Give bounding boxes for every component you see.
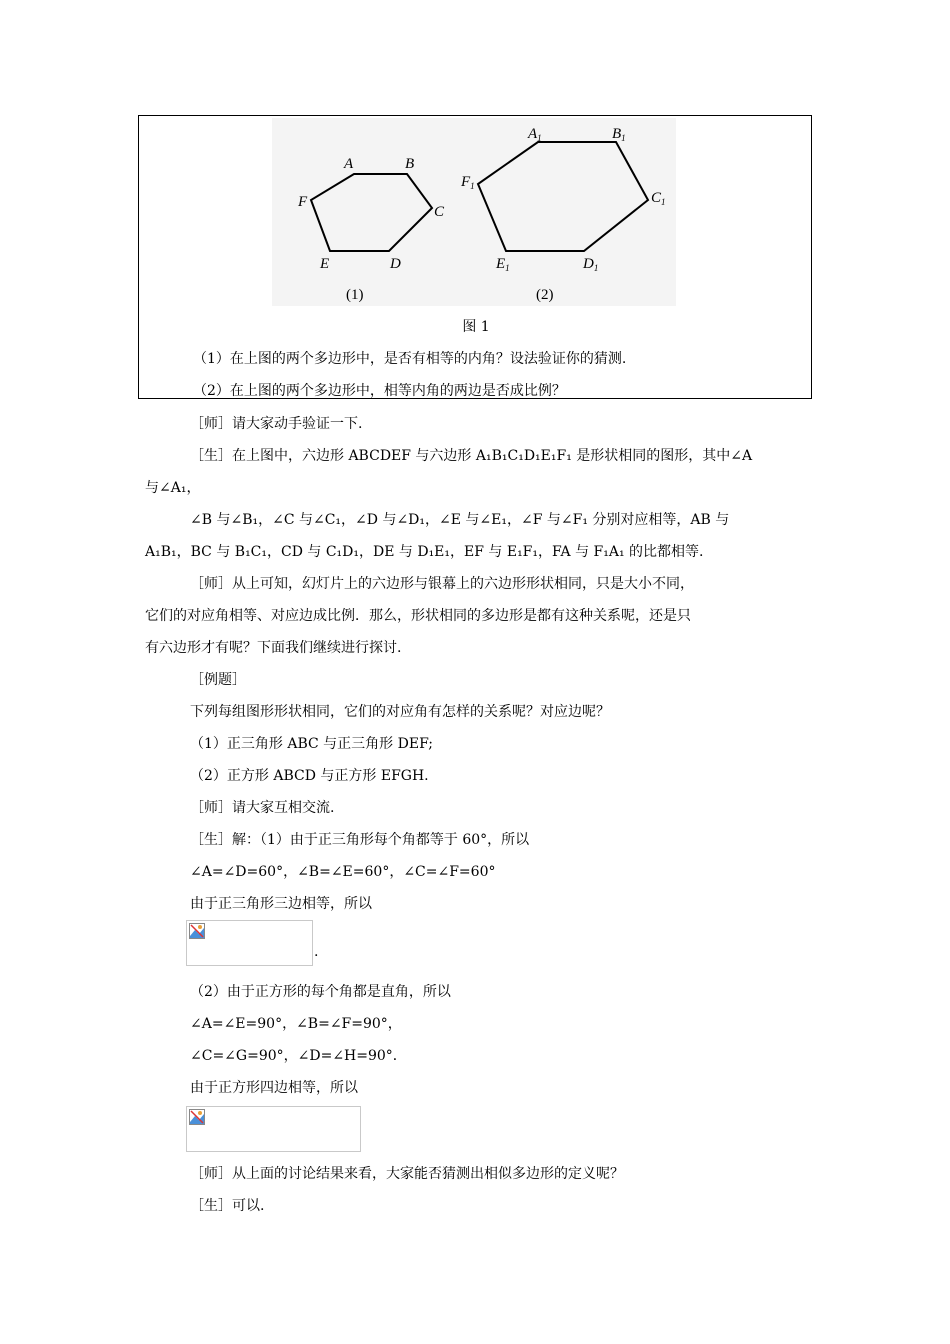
text-line: （2）正方形 ABCD 与正方形 EFGH. — [190, 768, 429, 784]
text-line: 它们的对应角相等、对应边成比例．那么，形状相同的多边形是都有这种关系呢，还是只 — [145, 608, 691, 624]
text-line: （2）由于正方形的每个角都是直角，所以 — [190, 984, 451, 1000]
text-line: ［师］从上可知，幻灯片上的六边形与银幕上的六边形形状相同，只是大小不同， — [190, 576, 694, 592]
text-line: 与∠A₁， — [145, 480, 201, 496]
question-2: （2）在上图的两个多边形中，相等内角的两边是否成比例？ — [193, 383, 566, 399]
label-A: A — [344, 156, 354, 172]
label-E: E — [320, 256, 330, 272]
text-line: ［生］解：（1）由于正三角形每个角都等于 60°，所以 — [190, 832, 530, 848]
text-line: ［师］从上面的讨论结果来看，大家能否猜测出相似多边形的定义呢？ — [190, 1166, 624, 1182]
text-line: ［生］可以. — [190, 1198, 265, 1214]
label-D: D — [390, 256, 401, 272]
label-C: C — [434, 204, 445, 220]
hexagon-large — [478, 142, 648, 251]
broken-image-placeholder — [186, 920, 313, 966]
sublabel-2: (2) — [536, 287, 554, 303]
text-line: ［师］请大家动手验证一下. — [190, 416, 363, 432]
question-1: （1）在上图的两个多边形中，是否有相等的内角？设法验证你的猜测. — [193, 351, 627, 367]
hexagon-small — [311, 174, 432, 251]
broken-image-icon — [189, 923, 205, 939]
text-line: ［生］在上图中，六边形 ABCDEF 与六边形 A₁B₁C₁D₁E₁F₁ 是形状相同的图形，其中∠A — [190, 448, 753, 464]
figure-caption: 图 1 — [462, 319, 490, 335]
label-A1: $A_1$ — [528, 126, 542, 143]
text-line: ∠A=∠E=90°，∠B=∠F=90°， — [190, 1016, 402, 1032]
text-line: 由于正方形四边相等，所以 — [190, 1080, 358, 1096]
text-line: A₁B₁，BC 与 B₁C₁，CD 与 C₁D₁，DE 与 D₁E₁，EF 与 E₁F₁，FA 与 F₁A₁ 的比都相等. — [145, 544, 704, 560]
text-line: ［师］请大家互相交流. — [190, 800, 335, 816]
text-line: ∠A=∠D=60°，∠B=∠E=60°，∠C=∠F=60° — [190, 864, 496, 880]
hexagon-figure — [272, 118, 676, 306]
text-line: ∠B 与∠B₁，∠C 与∠C₁，∠D 与∠D₁，∠E 与∠E₁，∠F 与∠F₁ 分别对应相等，AB 与 — [190, 512, 730, 528]
text-line: （1）正三角形 ABC 与正三角形 DEF; — [190, 736, 434, 752]
label-B1: $B_1$ — [612, 126, 626, 143]
text-line: ∠C=∠G=90°，∠D=∠H=90°． — [190, 1048, 407, 1064]
broken-image-placeholder — [186, 1106, 361, 1152]
label-F: F — [298, 194, 308, 210]
text-line: 由于正三角形三边相等，所以 — [190, 896, 372, 912]
text-line: 下列每组图形形状相同，它们的对应角有怎样的关系呢？对应边呢？ — [190, 704, 610, 720]
label-C1: $C_1$ — [651, 190, 666, 207]
label-B: B — [405, 156, 415, 172]
period: . — [314, 944, 319, 960]
sublabel-1: (1) — [346, 287, 364, 303]
label-E1: $E_1$ — [496, 256, 510, 273]
label-D1: $D_1$ — [583, 256, 599, 273]
label-F1: $F_1$ — [461, 174, 475, 191]
text-line: 有六边形才有呢？下面我们继续进行探讨. — [145, 640, 402, 656]
text-line: ［例题］ — [190, 672, 246, 688]
broken-image-icon — [189, 1109, 205, 1125]
